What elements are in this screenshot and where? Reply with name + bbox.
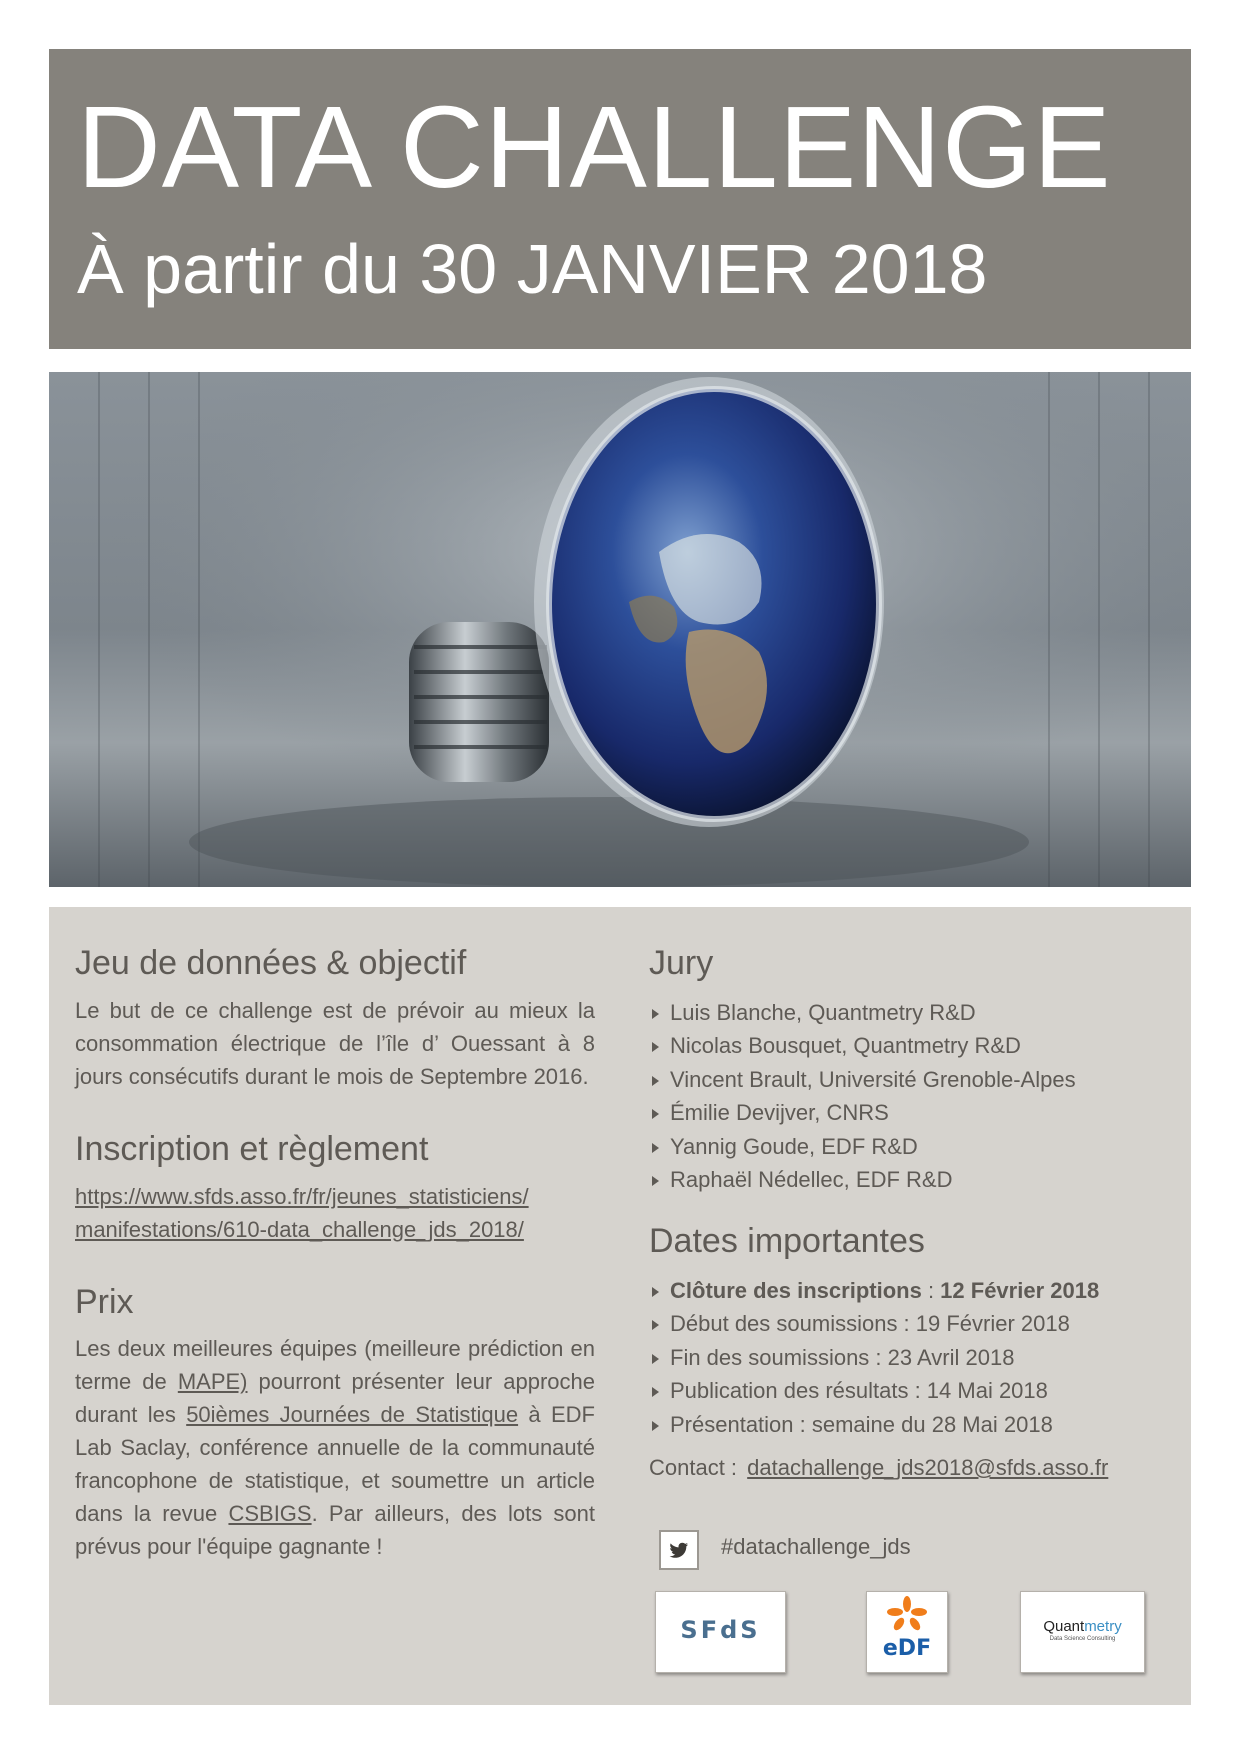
date-value: 12 Février 2018 [940, 1277, 1100, 1303]
date-item: Début des soumissions : 19 Février 2018 [649, 1307, 1169, 1341]
edf-logo-text: eDF [882, 1636, 932, 1661]
registration-heading: Inscription et règlement [75, 1129, 429, 1168]
page-title: DATA CHALLENGE [77, 82, 1112, 212]
header-banner [49, 49, 1191, 349]
left-column [75, 943, 595, 1563]
jury-member: Luis Blanche, Quantmetry R&D [649, 996, 1169, 1030]
quantmetry-logo [1020, 1591, 1145, 1673]
date-sep: : [921, 1277, 941, 1303]
contact-line [649, 1451, 1169, 1484]
info-panel [49, 907, 1191, 1705]
jds-link[interactable]: 50ièmes Journées de Statistique [186, 1402, 519, 1428]
edf-flower-icon [867, 1592, 947, 1638]
registration-url-line2[interactable]: manifestations/610-data_challenge_jds_2018/ [75, 1216, 524, 1242]
page-subtitle: À partir du 30 JANVIER 2018 [77, 230, 988, 308]
date-item-registration-close [649, 1274, 1169, 1308]
sfds-logo-text: SFdS [680, 1616, 761, 1644]
date-item: Publication des résultats : 14 Mai 2018 [649, 1374, 1169, 1408]
jury-member: Yannig Goude, EDF R&D [649, 1130, 1169, 1164]
prize-text-c: à EDF Lab Saclay, conférence annuelle de la communauté francophone de statistique, et soumettre un article dans la revue [75, 1402, 595, 1527]
date-item: Présentation : semaine du 28 Mai 2018 [649, 1408, 1169, 1442]
dates-heading: Dates importantes [649, 1221, 925, 1260]
right-column [649, 943, 1169, 1484]
sfds-logo [655, 1591, 786, 1673]
dates-list [649, 1274, 1169, 1442]
registration-url-line1[interactable]: https://www.sfds.asso.fr/fr/jeunes_statisticiens/ [75, 1183, 529, 1209]
prize-text [75, 1332, 595, 1563]
date-label: Clôture des inscriptions [670, 1277, 922, 1303]
hero-image-earth-bulb [49, 372, 1191, 887]
jury-member: Raphaël Nédellec, EDF R&D [649, 1163, 1169, 1197]
quantmetry-logo-text-b: metry [1084, 1618, 1122, 1635]
registration-link[interactable] [75, 1180, 595, 1246]
date-item: Fin des soumissions : 23 Avril 2018 [649, 1341, 1169, 1375]
jury-heading: Jury [649, 944, 714, 982]
jury-member: Émilie Devijver, CNRS [649, 1096, 1169, 1130]
objective-heading: Jeu de données & objectif [75, 944, 467, 982]
prize-text-a: Les deux meilleures équipes (meilleure prédiction en terme de [75, 1336, 595, 1395]
mape-link[interactable]: MAPE) [177, 1369, 248, 1395]
jury-list [649, 996, 1169, 1197]
contact-label: Contact : [649, 1455, 738, 1481]
prize-text-b: pourront présenter leur approche durant les [75, 1369, 595, 1428]
twitter-icon[interactable] [659, 1530, 699, 1570]
prize-heading: Prix [75, 1282, 134, 1321]
quantmetry-logo-text-a: Quant [1043, 1618, 1085, 1635]
quantmetry-logo-text [1021, 1618, 1144, 1635]
objective-text: Le but de ce challenge est de prévoir au mieux la consommation électrique de l’île d’ Ouessant à 8 jours consécutifs durant le mois de Septembre 2016. [75, 997, 595, 1089]
jury-member: Nicolas Bousquet, Quantmetry R&D [649, 1029, 1169, 1063]
quantmetry-logo-subtitle: Data Science Consulting [1049, 1636, 1116, 1642]
prize-text-d: . Par ailleurs, des lots sont prévus pour l'équipe gagnante ! [75, 1501, 595, 1560]
csbigs-link[interactable]: CSBIGS [228, 1501, 312, 1527]
edf-logo [866, 1591, 948, 1673]
jury-member: Vincent Brault, Université Grenoble-Alpes [649, 1063, 1169, 1097]
hashtag: #datachallenge_jds [721, 1534, 911, 1559]
contact-email-link[interactable]: datachallenge_jds2018@sfds.asso.fr [747, 1455, 1109, 1481]
